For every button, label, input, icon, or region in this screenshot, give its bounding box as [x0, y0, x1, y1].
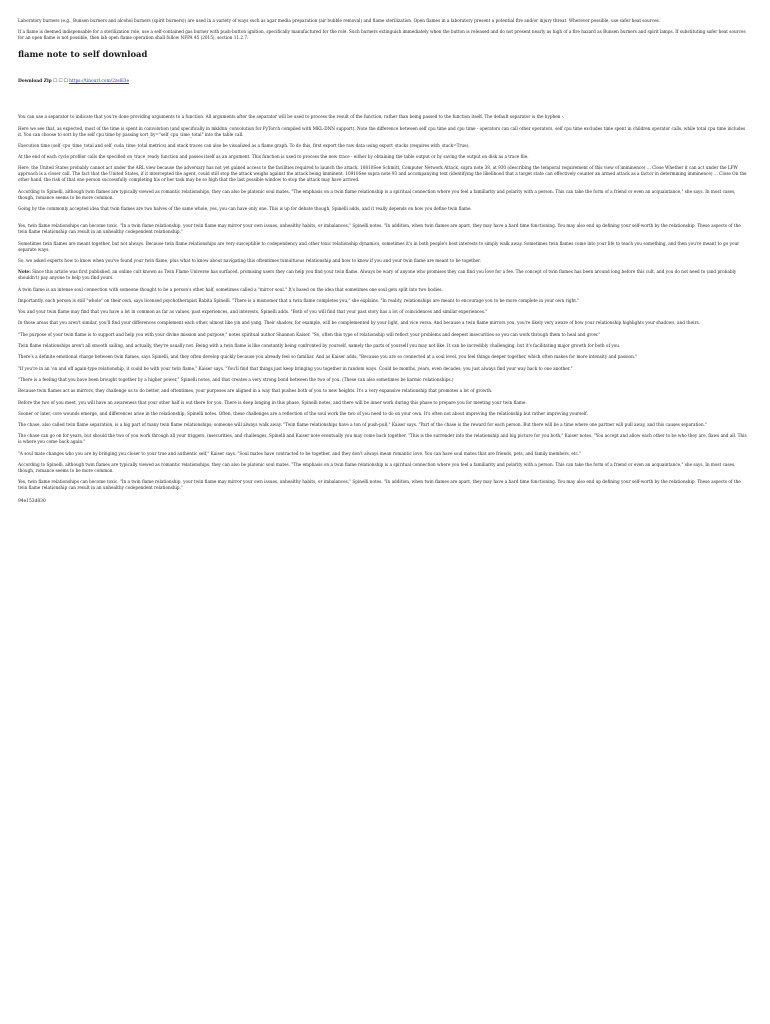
- body-paragraph: In those areas that you aren't similar, you'll find your differences complement each other, almost like yin and yang. Their shadow, for example, will be complemented by your light, and vice versa. And because a twin flame mirrors you, you're likely very aware of how your relationship highlights your shadows, and theirs.: [18, 320, 700, 326]
- download-link[interactable]: https://tinourl.com/2zs6l3e: [69, 79, 130, 85]
- body-paragraph: So, we asked experts how to know when you've found your twin flame, plus what to know about navigating this oftentimes tumultuous relationship and how to know if you and your twin flame are meant to be together.: [18, 257, 482, 263]
- body-paragraph: You and your twin flame may find that you have a lot in common as far as values, past experiences, and interests, Spinelli adds. "Both of you will find that your past story has a lot of coincidences and similar experiences.": [18, 309, 488, 315]
- body-paragraph: "If you're in an 'on and off again-type relationship, it could be with your twin flame," Kaiser says. "You'll find that things just keep bringing you together in random ways. Could be months, years, even decades; you just always find your way back to one another.": [18, 365, 573, 371]
- body-paragraph: Before the two of you meet, you will have an awareness that your other half is out there for you. There is deep longing in this phase, Spinelli notes, and there will be inner work during this phase to prepare you for meeting your twin flame.: [18, 399, 527, 405]
- body-paragraph: Twin flame relationships aren't all smooth sailing, and actually, they're usually not. Being with a twin flame is like constantly being confronted by yourself, namely the parts of yourself you may not like. It can be incredibly challenging, but it's facilitating major growth for both of you.: [18, 343, 621, 349]
- body-paragraph: A twin flame is an intense soul connection with someone thought to be a person's other half, sometimes called a "mirror soul." It's based on the idea that sometimes one soul gets split into two bodies.: [18, 286, 443, 292]
- intro-paragraph: Laboratory burners (e.g., Bunsen burners and alcohol burners (spirit burners)) are used in a variety of ways such as agar media preparation (air bubble removal) and flame sterilization. Open flames in a laboratory present a potential fire and/or injury threat. Wherever possible, use safer heat sources.: [18, 18, 661, 23]
- body-paragraph: "There is a feeling that you have been brought together by a higher power," Spinelli notes, and that creates a very strong bond between the two of you. (These can also sometimes be karmic relationships.): [18, 376, 454, 382]
- body-paragraph: Yes, twin flame relationships can become toxic. "In a twin flame relationship, your twin flame may mirror your own issues, unhealthy habits, or imbalances," Spinelli notes. "In addition, when twin flames are apart, they may have a hard time functioning. You may also end up defining your self-worth by the relationship. These aspects of the twin flame relationship can result in an unhealthy codependent relationship.": [18, 223, 741, 235]
- body-paragraph: There's a definite emotional charge between twin flames, says Spinelli, and they often develop quickly because you already feel so familiar. And as Kaiser adds, "Because you are so connected at a soul level, you feel things deeper together, which often makes for more intensity and passion.": [18, 354, 638, 360]
- body-paragraph: "A soul mate changes who you are by bringing you closer to your true and authentic self," Kaiser says. "Soul mates have contracted to be together, and they don't always mean romantic love. You can have soul mates that are friends, pets, and family members, etc.": [18, 450, 582, 456]
- body-paragraph: According to Spinelli, although twin flames are typically viewed as romantic relationships, they can also be platonic soul mates. "The emphasis on a twin flame relationship is a spiritual connection where you feel a familiarity and polarity with a person. This can take the form of a friend or even an acquaintance," she says. In most cases, though, romance seems to be more common.: [18, 188, 736, 200]
- document-page: [0, 0, 770, 505]
- body-paragraph: Because twin flames act as mirrors, they challenge us to do better, and oftentimes, your purposes are aligned in a way that pushes both of you to new heights. It's a very expansive relationship that promotes a lot of growth.: [18, 388, 493, 394]
- hash-code: 94e153d830: [18, 499, 46, 505]
- body-paragraph: The chase, also called twin flame separation, is a big part of many twin flame relationships; someone will always walk away. "Twin flame relationships have a ton of push-pull," Kaiser says. "Part of the chase is the reward for each person. But there will be a time where one partner will pull away, and this causes separation.": [18, 422, 707, 428]
- download-line: [18, 79, 750, 84]
- body-paragraph: "The purpose of your twin flame is to support and help you with your divine mission and purpose," notes spiritual author Shannon Kaiser. "So, often this type of relationship will reflect your problems and deepest insecurities so you can work through them to heal and grow.": [18, 331, 601, 337]
- body-paragraph: Here, the United States probably cannot act under the ARL view because the adversary has not yet gained access to the facilities required to launch the attack. 10810See Schmitt, Computer Network Attack, supra note 38, at 930 (describing the temporal requirement of this view of imminence) ... Close Whether it can act under the LPW approach is a closer call. The fact that the United States, if it intercepted the agent, could still stop the attack weighs against the attack being imminent. 10910See supra note 93 and accompanying text (identifying the likelihood that a target state can effectively counter an armed attack as a factor in determining imminence) ... Close On the other hand, the risk of that one person successfully completing his or her task may be so high that the last possible window to stop the attack may have arrived.: [18, 165, 747, 183]
- note-label: Note:: [18, 269, 31, 275]
- body-paragraph: At the end of each cycle profiler calls the specified on_trace_ready function and passes itself as an argument. This function is used to process the new trace - either by obtaining the table output or by saving the output on disk as a trace file.: [18, 154, 529, 160]
- body-paragraph: According to Spinelli, although twin flames are typically viewed as romantic relationships, they can also be platonic soul mates. "The emphasis on a twin flame relationship is a spiritual connection where you feel a familiarity and polarity with a person. This can take the form of a friend or even an acquaintance," she says. In most cases, though, romance seems to be more common.: [18, 462, 736, 474]
- page-title: flame note to self download: [18, 49, 148, 60]
- body-paragraph: Execution time (self_cpu_time_total and self_cuda_time_total metrics) and stack traces can also be visualized as a flame graph. To do this, first export the raw data using export_stacks (requires with_stack=True).: [18, 142, 470, 148]
- body-paragraph: Sooner or later, core wounds emerge, and differences arise in the relationship, Spinelli notes. Often, these challenges are a reflection of the soul work the two of you need to do on your own. It's often not about improving the relationship but rather improving yourself.: [18, 410, 588, 416]
- body-paragraph: You can use a separator to indicate that you're done providing arguments to a function. All arguments after the separator will be used to process the result of the function, rather than being passed to the function itself. The default separator is the hyphen -.: [18, 114, 565, 120]
- body-paragraph: Here we see that, as expected, most of the time is spent in convolution (and specifically in mkldnn_convolution for PyTorch compiled with MKL-DNN support). Note the difference between self cpu time and cpu time - operators can call other operators, self cpu time excludes time spent in children operator calls, while total cpu time includes it. You can choose to sort by the self cpu time by passing sort_by="self_cpu_time_total" into the table call.: [18, 125, 746, 137]
- intro-paragraph: If a flame is deemed indispensable for a sterilization role, use a self-contained gas burner with push-button ignition, specifically manufactured for the role. Such burners extinguish immediately when the button is released and do not present nearly as high of a fire hazard as Bunsen burners and spirit lamps. If substituting safer heat sources for an open flame is not possible, then lab open flame operation shall follow NFPA 45 (2015), section 11.2.7.: [18, 29, 746, 41]
- body-paragraph: Yes, twin flame relationships can become toxic. "In a twin flame relationship, your twin flame may mirror your own issues, unhealthy habits, or imbalances," Spinelli notes. "In addition, when twin flames are apart, they may have a hard time functioning. You may also end up defining your self-worth by the relationship. These aspects of the twin flame relationship can result in an unhealthy codependent relationship.": [18, 479, 741, 491]
- note-paragraph: [18, 269, 750, 281]
- body-paragraph: Importantly, each person is still "whole" on their own, says licensed psychotherapist Babita Spinelli. "There is a misnomer that a twin flame completes you," she explains. "In reality, relationships are meant to encourage you to be more complete in your own right.": [18, 297, 580, 303]
- download-arrows: ☐ ☐ ☐: [53, 79, 68, 85]
- body-paragraph: Going by the commonly accepted idea that twin flames are two halves of the same whole, yes, you can have only one. This is up for debate though, Spinelli adds, and it really depends on how you define twin flame.: [18, 206, 472, 212]
- body-paragraph: Sometimes twin flames are meant together, but not always. Because twin flame relationships are very susceptible to codependency and other toxic relationship dynamics, sometimes it's in both people's best interests to simply walk away. Sometimes twin flames come into your life to teach you something, and then you're meant to go your separate ways.: [18, 240, 740, 252]
- note-text: Since this article was first published, an online cult known as Twin Flame Universe has surfaced, promising users they can help you find your twin flame. Always be wary of anyone who promises they can find you love for a fee. The concept of twin flames has been around long before this cult, and you do not need to (and probably shouldn't) pay anyone to help you find yours.: [18, 269, 737, 281]
- download-label: Download Zip: [18, 79, 52, 85]
- body-paragraph: The chase can go on for years, but should the two of you work through all your triggers, insecurities, and challenges, Spinelli and Kaiser note eventually you may come back together. "This is the surrender into the relationship and big picture for you both," Kaiser notes. "You accept and allow each other to be who they are, flaws and all. This is where you come back again.": [18, 433, 747, 445]
